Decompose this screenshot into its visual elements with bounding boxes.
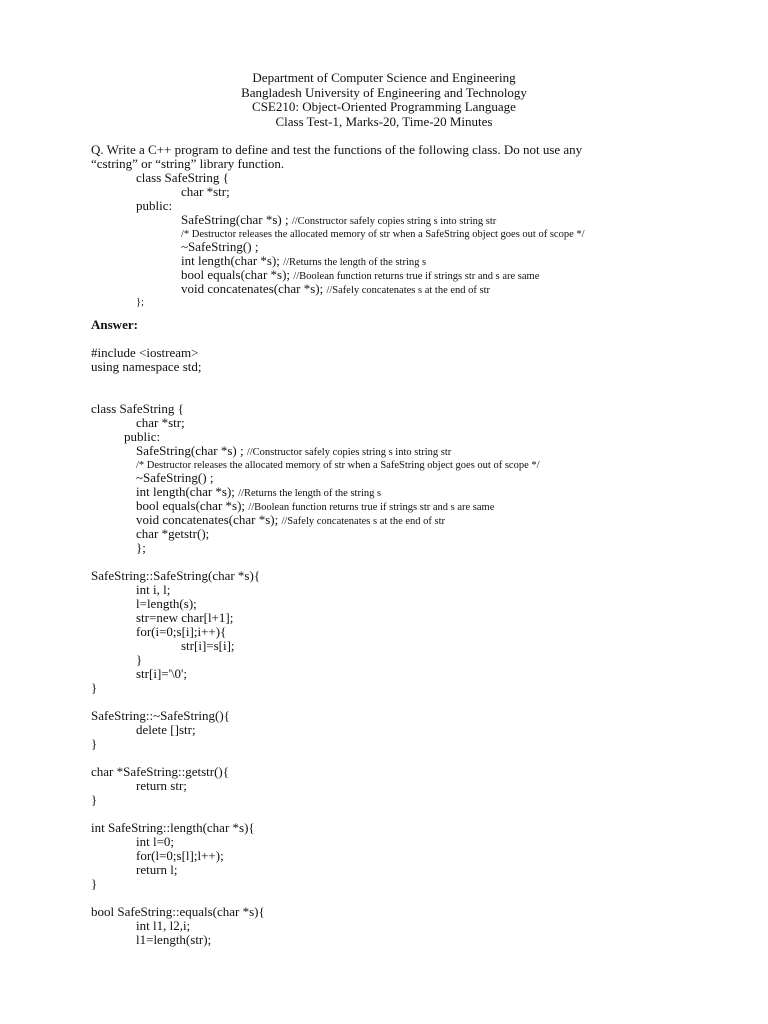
question-equals-code: bool equals(char *s);	[181, 267, 291, 282]
answer-heading: Answer:	[91, 317, 138, 332]
question-equals-comment: //Boolean function returns true if strings str and s are same	[293, 271, 540, 282]
answer-concat-code: void concatenates(char *s);	[136, 512, 279, 527]
answer-dtor-end: }	[91, 736, 98, 751]
answer-dtor-line: delete []str;	[136, 722, 196, 737]
answer-public: public:	[124, 429, 161, 444]
answer-getstr-def: char *SafeString::getstr(){	[91, 764, 230, 779]
answer-include: #include <iostream>	[91, 345, 199, 360]
question-class-open: class SafeString {	[136, 170, 229, 185]
answer-using: using namespace std;	[91, 359, 202, 374]
answer-ctor-comment: //Constructor safely copies string s into string str	[246, 447, 452, 458]
question-public: public:	[136, 198, 173, 213]
answer-ctor-def: SafeString::SafeString(char *s){	[91, 568, 261, 583]
answer-ctor-line: str[i]='\0';	[136, 666, 188, 681]
answer-length-line: return l;	[136, 862, 178, 877]
answer-ctor-end: }	[91, 680, 98, 695]
question-concat-comment: //Safely concatenates s at the end of str	[326, 285, 491, 296]
answer-ctor-line: for(i=0;s[i];i++){	[136, 624, 227, 639]
answer-ctor	[136, 444, 451, 460]
question-concat-code: void concatenates(char *s);	[181, 281, 324, 296]
answer-equals-def: bool SafeString::equals(char *s){	[91, 904, 265, 919]
answer-dtor-def: SafeString::~SafeString(){	[91, 708, 230, 723]
question-length-code: int length(char *s);	[181, 253, 280, 268]
answer-ctor-line: int i, l;	[136, 582, 171, 597]
answer-ctor-line: str=new char[l+1];	[136, 610, 234, 625]
answer-getstr-end: }	[91, 792, 98, 807]
document-header	[0, 71, 768, 129]
question-ctor-code: SafeString(char *s) ;	[181, 212, 289, 227]
question-concat	[181, 282, 490, 298]
answer-length-def: int SafeString::length(char *s){	[91, 820, 255, 835]
answer-getstr-decl: char *getstr();	[136, 526, 210, 541]
answer-length-line: for(l=0;s[l];l++);	[136, 848, 224, 863]
answer-class-open: class SafeString {	[91, 401, 184, 416]
header-university: Bangladesh University of Engineering and Technology	[241, 84, 527, 100]
answer-length-line: int l=0;	[136, 834, 175, 849]
answer-dtor-comment: /* Destructor releases the allocated memory of str when a SafeString object goes out of scope */	[136, 460, 540, 471]
question-member: char *str;	[181, 184, 230, 199]
answer-dtor: ~SafeString() ;	[136, 470, 214, 485]
answer-ctor-code: SafeString(char *s) ;	[136, 443, 244, 458]
answer-ctor-line: l=length(s);	[136, 596, 197, 611]
answer-getstr-line: return str;	[136, 778, 187, 793]
answer-length-comment: //Returns the length of the string s	[238, 488, 382, 499]
header-department: Department of Computer Science and Engineering	[252, 70, 516, 85]
answer-equals-line: l1=length(str);	[136, 932, 212, 947]
answer-equals-line: int l1, l2,i;	[136, 918, 191, 933]
question-text-line1: Q. Write a C++ program to define and test the functions of the following class. Do not use any	[91, 142, 583, 157]
answer-equals-comment: //Boolean function returns true if strings str and s are same	[248, 502, 495, 513]
question-text-line2: “cstring” or “string” library function.	[91, 156, 285, 171]
answer-ctor-line: }	[136, 652, 143, 667]
header-test-info: Class Test-1, Marks-20, Time-20 Minutes	[275, 113, 493, 129]
answer-length-end: }	[91, 876, 98, 891]
answer-class-close: };	[136, 540, 146, 555]
answer-member: char *str;	[136, 415, 185, 430]
answer-length-code: int length(char *s);	[136, 484, 235, 499]
question-dtor: ~SafeString() ;	[181, 239, 259, 254]
answer-ctor-line: str[i]=s[i];	[181, 638, 235, 653]
answer-concat-comment: //Safely concatenates s at the end of str	[281, 516, 446, 527]
question-ctor-comment: //Constructor safely copies string s into string str	[291, 216, 497, 227]
question-length-comment: //Returns the length of the string s	[283, 257, 427, 268]
question-ctor	[181, 213, 496, 229]
header-course: CSE210: Object-Oriented Programming Language	[252, 99, 516, 114]
question-dtor-comment: /* Destructor releases the allocated memory of str when a SafeString object goes out of scope */	[181, 229, 585, 240]
answer-equals-code: bool equals(char *s);	[136, 498, 246, 513]
question-class-close: };	[136, 297, 144, 308]
